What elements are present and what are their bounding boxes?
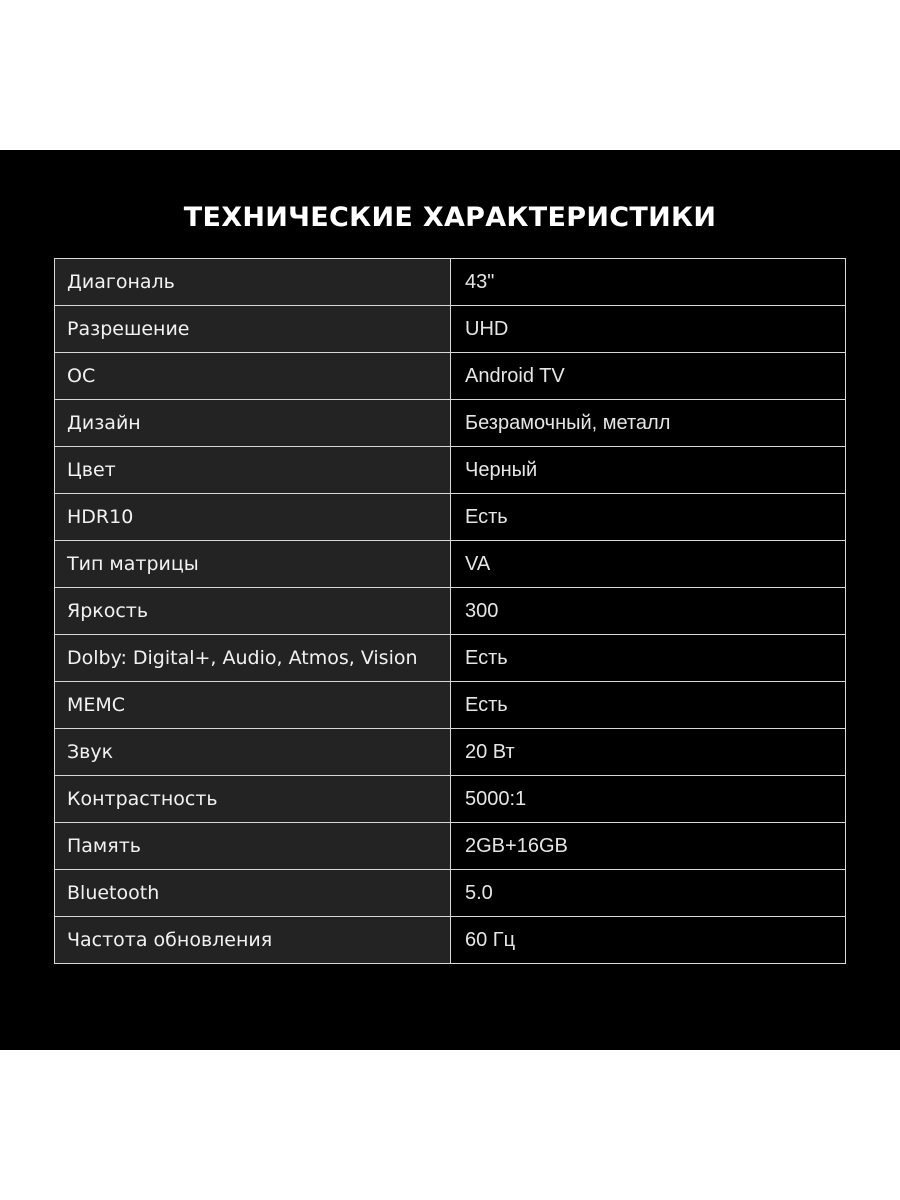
spec-label: Dolby: Digital+, Audio, Atmos, Vision xyxy=(55,635,451,682)
spec-value: 5.0 xyxy=(451,870,846,917)
spec-label: Яркость xyxy=(55,588,451,635)
table-row xyxy=(55,447,846,494)
table-row xyxy=(55,682,846,729)
spec-label: Тип матрицы xyxy=(55,541,451,588)
spec-label: MEMC xyxy=(55,682,451,729)
table-row xyxy=(55,870,846,917)
spec-label: Bluetooth xyxy=(55,870,451,917)
spec-value: 20 Вт xyxy=(451,729,846,776)
spec-value: Черный xyxy=(451,447,846,494)
spec-value: Есть xyxy=(451,494,846,541)
spec-value: UHD xyxy=(451,306,846,353)
specs-table-body xyxy=(55,259,846,964)
spec-value: 60 Гц xyxy=(451,917,846,964)
spec-value: Безрамочный, металл xyxy=(451,400,846,447)
spec-label: Звук xyxy=(55,729,451,776)
table-row xyxy=(55,494,846,541)
specs-table xyxy=(54,258,846,964)
table-row xyxy=(55,400,846,447)
spec-value: 300 xyxy=(451,588,846,635)
table-row xyxy=(55,259,846,306)
page-title: ТЕХНИЧЕСКИЕ ХАРАКТЕРИСТИКИ xyxy=(183,202,717,233)
spec-value: 5000:1 xyxy=(451,776,846,823)
table-row xyxy=(55,306,846,353)
spec-value: Есть xyxy=(451,635,846,682)
spec-label: Память xyxy=(55,823,451,870)
table-row xyxy=(55,635,846,682)
spec-value: 2GB+16GB xyxy=(451,823,846,870)
spec-label: ОС xyxy=(55,353,451,400)
spec-label: Частота обновления xyxy=(55,917,451,964)
spec-label: HDR10 xyxy=(55,494,451,541)
table-row xyxy=(55,776,846,823)
spec-label: Диагональ xyxy=(55,259,451,306)
table-row xyxy=(55,353,846,400)
spec-value: VA xyxy=(451,541,846,588)
table-row xyxy=(55,823,846,870)
spec-label: Дизайн xyxy=(55,400,451,447)
spec-label: Контрастность xyxy=(55,776,451,823)
spec-value: 43" xyxy=(451,259,846,306)
spec-label: Разрешение xyxy=(55,306,451,353)
table-row xyxy=(55,541,846,588)
table-row xyxy=(55,917,846,964)
spec-label: Цвет xyxy=(55,447,451,494)
table-row xyxy=(55,588,846,635)
spec-value: Есть xyxy=(451,682,846,729)
spec-value: Android TV xyxy=(451,353,846,400)
table-row xyxy=(55,729,846,776)
